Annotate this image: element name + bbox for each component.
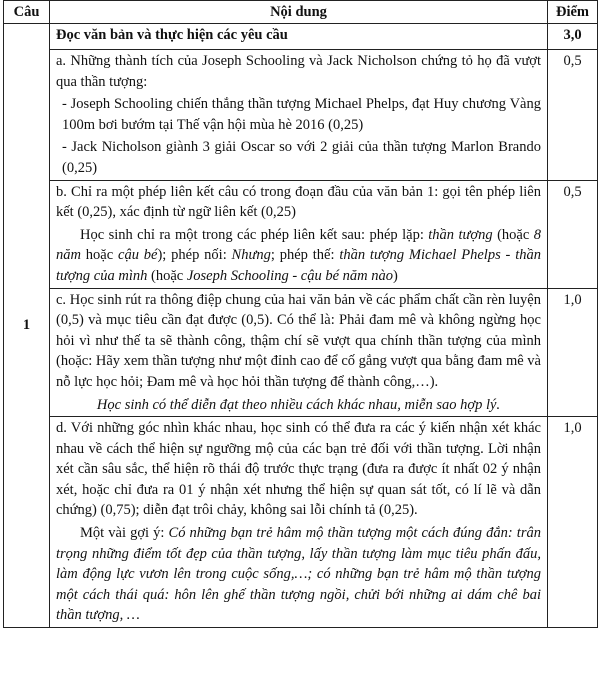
rubric-content-a <box>50 50 548 181</box>
rubric-row-d <box>4 417 598 628</box>
scoring-rubric-table <box>3 0 598 628</box>
rubric-content-b <box>50 180 548 288</box>
item-c-text: c. Học sinh rút ra thông điệp chung của hai văn bản về các phẩm chất cần rèn luyện (0,5) và mục tiêu cần đạt được (0,5). Có thể là: Phải đam mê và không ngừng học hỏi vì như thế ta sẽ thành công, thậm chí sẽ vượt qua chính thần tượng của mình (hoặc: Hãy xem thần tượng như một đỉnh cao để cố gắng vượt qua bằng đam mê và nỗ lực học hỏi; Đam mê và học hỏi thần tượng để thành công,…). <box>56 291 541 390</box>
header-content: Nội dung <box>50 1 548 24</box>
score-a: 0,5 <box>548 50 598 181</box>
rubric-content-d <box>50 417 548 628</box>
question-number: 1 <box>4 24 50 628</box>
header-question: Câu <box>4 1 50 24</box>
section-score: 3,0 <box>548 24 598 50</box>
item-d-text: d. Với những góc nhìn khác nhau, học sinh có thể đưa ra các ý kiến nhận xét khác nhau về cách thể hiện sự ngưỡng mộ của các bạn trẻ đối với thần tượng. Lời nhận xét cần sâu sắc, thể hiện rõ thái độ trước thực trạng (đưa ra được ít nhất 02 ý nhận xét, hoặc chỉ đưa ra 01 ý nhận xét nhưng thể hiện sự quan sát tốt, có lí lẽ và dẫn chứng) (0,75); diễn đạt trôi chảy, không sai lỗi chính tả (0,25). <box>56 420 541 519</box>
score-c: 1,0 <box>548 288 598 417</box>
item-a-bullet-2: - Jack Nicholson giành 3 giải Oscar so với 2 giải của thần tượng Marlon Brando (0,25) <box>62 139 541 176</box>
item-c-note: Học sinh có thể diễn đạt theo nhiều cách khác nhau, miễn sao hợp lý. <box>96 396 501 413</box>
item-b-text: b. Chỉ ra một phép liên kết câu có trong đoạn đầu của văn bản 1: gọi tên phép liên kết (0,25), xác định từ ngữ liên kết (0,25) <box>56 183 541 221</box>
score-d: 1,0 <box>548 417 598 628</box>
rubric-row-b <box>4 180 598 288</box>
rubric-row-a <box>4 50 598 181</box>
item-a-text: a. Những thành tích của Joseph Schooling và Jack Nicholson chứng tỏ họ đã vượt qua thần tượng: <box>56 53 541 90</box>
section-title-cell <box>50 24 548 50</box>
header-score: Điểm <box>548 1 598 24</box>
item-d-suggestions: Một vài gợi ý: Có những bạn trẻ hâm mộ thần tượng một cách đúng đắn: trân trọng những điểm tốt đẹp của thần tượng, lấy thần tượng làm mục tiêu phấn đấu, làm động lực vươn lên trong cuộc sống,…; có những bạn trẻ hâm mộ thần tượng một cách thái quá: hôn lên ghế thần tượng ngồi, chửi bới những ai dám chê bai thần tượng, … <box>56 525 541 624</box>
section-title: Đọc văn bản và thực hiện các yêu cầu <box>56 27 288 43</box>
rubric-row-c <box>4 288 598 417</box>
item-b-detail: Học sinh chỉ ra một trong các phép liên kết sau: phép lặp: thần tượng (hoặc 8 năm hoặc cậu bé); phép nối: Nhưng; phép thế: thần tượng Michael Phelps - thần tượng của mình (hoặc Joseph Schooling - cậu bé năm nào) <box>56 226 541 284</box>
score-b: 0,5 <box>548 180 598 288</box>
header-row <box>4 1 598 24</box>
rubric-content-c <box>50 288 548 417</box>
item-a-bullet-1: - Joseph Schooling chiến thắng thần tượng Michael Phelps, đạt Huy chương Vàng 100m bơi bướm tại Thế vận hội mùa hè 2016 (0,25) <box>62 96 541 133</box>
section-row <box>4 24 598 50</box>
